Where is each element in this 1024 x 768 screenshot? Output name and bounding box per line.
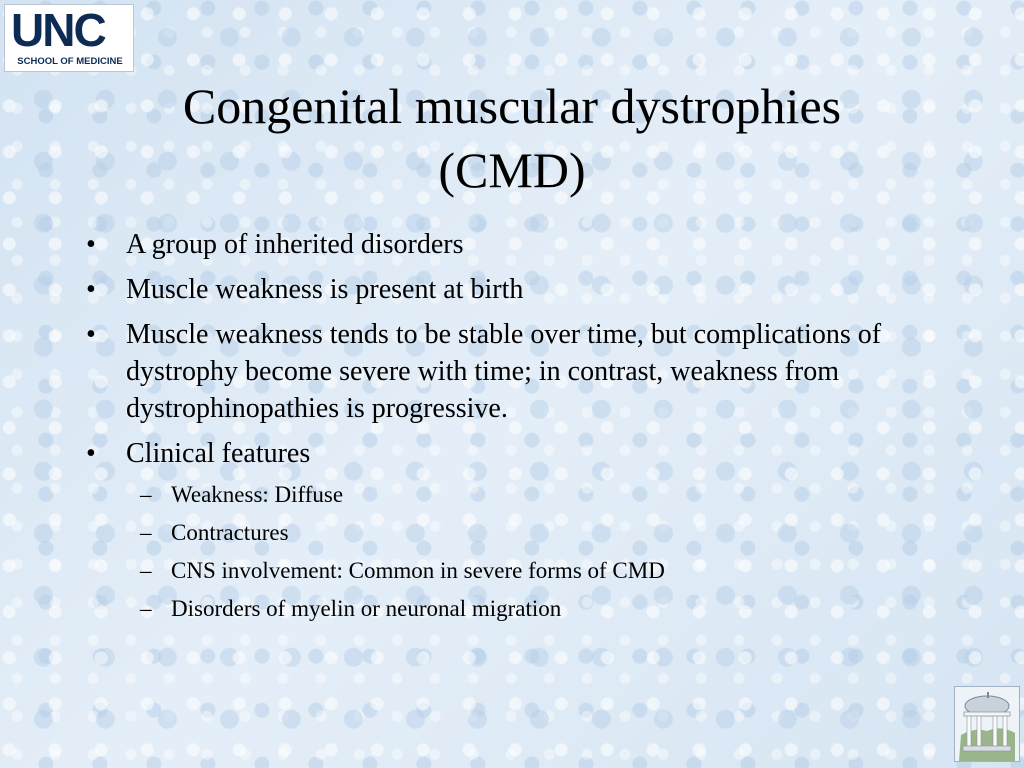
bullet-item — [86, 435, 966, 472]
bullet-marker: • — [86, 319, 96, 350]
bullet-marker: • — [86, 438, 96, 469]
bullet-list — [86, 226, 966, 632]
bullet-marker: • — [86, 274, 96, 305]
title-line-1: Congenital muscular dystrophies — [182, 78, 842, 134]
dash-marker: – — [140, 596, 152, 621]
title-line-2: (CMD) — [438, 142, 586, 198]
sub-bullet-item — [86, 556, 966, 586]
sub-bullet-item — [86, 480, 966, 510]
bullet-item — [86, 271, 966, 308]
bullet-text: Muscle weakness tends to be stable over time, but complications of dystrophy become severe with time; in contrast, weakness from dystrophinopathies is progressive. — [126, 319, 882, 424]
dash-marker: – — [140, 482, 152, 507]
sub-bullet-text: CNS involvement: Common in severe forms of CMD — [171, 558, 665, 583]
slide-title — [90, 74, 934, 202]
bullet-marker: • — [86, 229, 96, 260]
logo-letters: UNC — [11, 4, 105, 56]
bullet-item — [86, 316, 966, 427]
sub-bullet-text: Weakness: Diffuse — [171, 482, 344, 507]
sub-bullet-text: Contractures — [171, 520, 289, 545]
dash-marker: – — [140, 520, 152, 545]
logo-subtitle: SCHOOL OF MEDICINE — [17, 56, 123, 67]
bullet-text: Clinical features — [126, 438, 311, 469]
bullet-item — [86, 226, 966, 263]
sub-bullet-item — [86, 594, 966, 624]
old-well-drawing — [955, 687, 1019, 761]
sub-bullet-item — [86, 518, 966, 548]
bullet-text: A group of inherited disorders — [126, 229, 464, 260]
dash-marker: – — [140, 558, 152, 583]
bullet-text: Muscle weakness is present at birth — [126, 274, 524, 305]
sub-bullet-text: Disorders of myelin or neuronal migration — [171, 596, 562, 621]
unc-school-of-medicine-logo — [4, 4, 134, 72]
old-well-icon — [954, 686, 1020, 762]
